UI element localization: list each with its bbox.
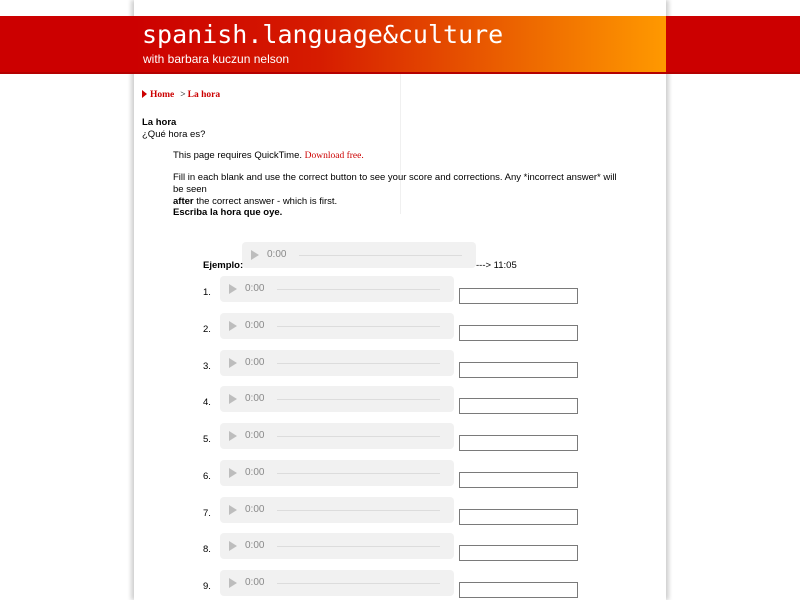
play-icon[interactable] xyxy=(229,541,237,551)
right-gutter xyxy=(666,0,800,600)
player-time: 0:00 xyxy=(245,577,265,588)
item-number: 5. xyxy=(203,434,211,445)
audio-player[interactable] xyxy=(220,313,454,339)
play-icon[interactable] xyxy=(229,505,237,515)
player-seekbar[interactable] xyxy=(277,473,440,474)
audio-player[interactable] xyxy=(220,423,454,449)
item-number: 1. xyxy=(203,287,211,298)
player-seekbar[interactable] xyxy=(277,326,440,327)
item-number: 6. xyxy=(203,471,211,482)
item-number: 9. xyxy=(203,581,211,592)
play-icon[interactable] xyxy=(229,468,237,478)
quicktime-text: This page requires QuickTime. xyxy=(173,150,303,161)
player-seekbar[interactable] xyxy=(299,255,462,256)
player-time: 0:00 xyxy=(245,504,265,515)
item-number: 2. xyxy=(203,324,211,335)
play-icon[interactable] xyxy=(229,431,237,441)
example-label: Ejemplo: xyxy=(203,260,244,271)
example-answer: ---> 11:05 xyxy=(476,260,517,271)
instructions xyxy=(173,172,623,208)
prompt: Escriba la hora que oye. xyxy=(173,207,283,218)
player-time: 0:00 xyxy=(245,320,265,331)
item-number: 4. xyxy=(203,397,211,408)
answer-input[interactable] xyxy=(459,288,578,304)
audio-player[interactable] xyxy=(220,497,454,523)
answer-input[interactable] xyxy=(459,325,578,341)
instructions-line-1: Fill in each blank and use the correct button to see your score and corrections. Any *incorrect answer* will be seen xyxy=(173,172,617,195)
answer-input[interactable] xyxy=(459,362,578,378)
breadcrumb xyxy=(142,90,220,100)
play-icon[interactable] xyxy=(229,321,237,331)
player-seekbar[interactable] xyxy=(277,546,440,547)
item-number: 3. xyxy=(203,361,211,372)
player-time: 0:00 xyxy=(245,430,265,441)
play-icon[interactable] xyxy=(251,250,259,260)
item-number: 7. xyxy=(203,508,211,519)
breadcrumb-arrow-icon xyxy=(142,90,147,98)
page-title: La hora xyxy=(142,117,177,128)
item-number: 8. xyxy=(203,544,211,555)
answer-input[interactable] xyxy=(459,545,578,561)
player-time: 0:00 xyxy=(245,357,265,368)
top-strip xyxy=(134,0,666,16)
site-title: spanish.language&culture xyxy=(142,20,504,49)
answer-input[interactable] xyxy=(459,398,578,414)
audio-player[interactable] xyxy=(220,533,454,559)
player-seekbar[interactable] xyxy=(277,583,440,584)
page-subtitle: ¿Qué hora es? xyxy=(142,129,206,140)
breadcrumb-separator: > xyxy=(180,90,186,100)
player-seekbar[interactable] xyxy=(277,399,440,400)
answer-input[interactable] xyxy=(459,509,578,525)
answer-input[interactable] xyxy=(459,435,578,451)
player-time: 0:00 xyxy=(245,393,265,404)
site-subtitle: with barbara kuczun nelson xyxy=(143,52,290,66)
audio-player[interactable] xyxy=(220,460,454,486)
player-time: 0:00 xyxy=(267,249,287,260)
player-time: 0:00 xyxy=(245,467,265,478)
player-seekbar[interactable] xyxy=(277,289,440,290)
breadcrumb-home-link[interactable]: Home xyxy=(150,90,175,100)
left-gutter xyxy=(0,0,134,600)
audio-player[interactable] xyxy=(220,386,454,412)
play-icon[interactable] xyxy=(229,358,237,368)
quicktime-notice xyxy=(173,150,623,162)
player-time: 0:00 xyxy=(245,540,265,551)
player-seekbar[interactable] xyxy=(277,363,440,364)
player-seekbar[interactable] xyxy=(277,510,440,511)
player-seekbar[interactable] xyxy=(277,436,440,437)
audio-player[interactable] xyxy=(220,350,454,376)
audio-player[interactable] xyxy=(220,570,454,596)
download-link[interactable]: Download free. xyxy=(304,151,364,161)
play-icon[interactable] xyxy=(229,284,237,294)
answer-input[interactable] xyxy=(459,472,578,488)
example-audio-player[interactable] xyxy=(242,242,476,268)
audio-player[interactable] xyxy=(220,276,454,302)
play-icon[interactable] xyxy=(229,394,237,404)
breadcrumb-current-link[interactable]: La hora xyxy=(187,90,221,100)
player-time: 0:00 xyxy=(245,283,265,294)
play-icon[interactable] xyxy=(229,578,237,588)
instructions-bold: after xyxy=(173,196,194,207)
answer-input[interactable] xyxy=(459,582,578,598)
instructions-line-2: the correct answer - which is first. xyxy=(193,196,338,207)
